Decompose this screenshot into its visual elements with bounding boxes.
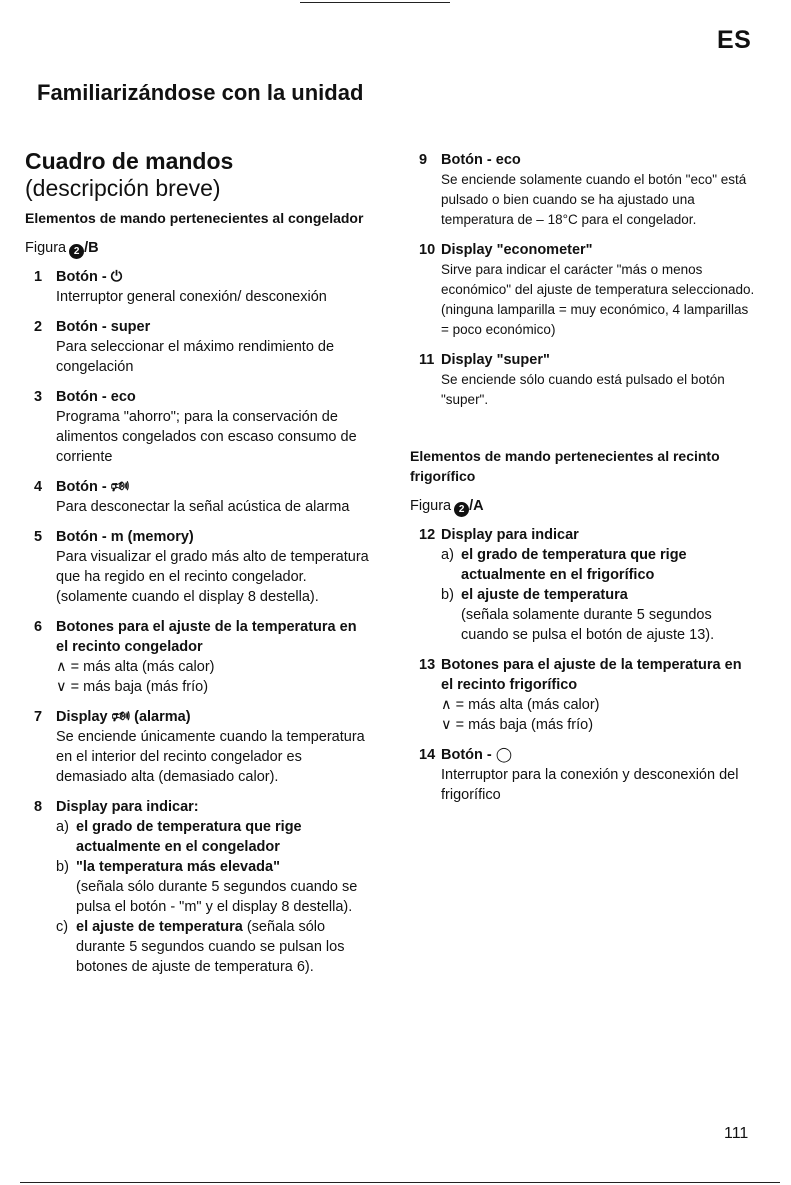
sublist-strong: "la temperatura más elevada"	[76, 859, 280, 875]
list-item	[25, 317, 370, 377]
list-item	[410, 655, 755, 735]
item-line: ∧ = más alta (más calor)	[56, 659, 215, 675]
page-title: Cuadro de mandos	[25, 148, 234, 174]
list-item	[410, 525, 755, 645]
item-number: 6	[34, 619, 43, 635]
item-title: Botón - m (memory)	[56, 529, 194, 545]
item-desc: Se enciende solamente cuando el botón "eco" está pulsado o bien cuando se ha ajustado una temperatura de – 18°C para el congelador.	[441, 172, 747, 227]
item-number: 4	[34, 479, 43, 495]
page-subtitle: (descripción breve)	[25, 175, 221, 201]
sublist	[441, 545, 755, 645]
freezer-subhead: Elementos de mando pertenecientes al congelador	[25, 210, 364, 226]
item-title: Display "econometer"	[441, 242, 593, 258]
item-title: Display "super"	[441, 352, 550, 368]
item-desc: Interruptor general conexión/ desconexión	[56, 289, 327, 305]
language-code: ES	[717, 26, 752, 54]
item-number: 11	[419, 352, 435, 368]
sublist-item	[441, 545, 755, 585]
sublist-key: a)	[56, 819, 69, 835]
sublist-key: a)	[441, 547, 454, 563]
item-desc: Para visualizar el grado más alto de temperatura que ha regido en el recinto congelador. (solamente cuando el display 8 destella).	[56, 549, 369, 605]
item-title: Display para indicar:	[56, 799, 199, 815]
figure-ref	[410, 496, 755, 517]
item-number: 8	[34, 799, 43, 815]
item-number: 13	[419, 657, 436, 673]
item-desc: Sirve para indicar el carácter "más o menos económico" del ajuste de temperatura seleccionado. (ninguna lamparilla = muy económico, 4 lamparillas = poco económico)	[441, 262, 755, 337]
item-number: 9	[419, 152, 428, 168]
item-title: Botones para el ajuste de la temperatura en el recinto frigorífico	[441, 657, 742, 693]
top-rule	[300, 2, 450, 3]
sublist-rest: (señala solamente durante 5 segundos cuando se pulsa el botón de ajuste 13).	[461, 607, 715, 643]
item-desc: Se enciende sólo cuando está pulsado el botón "super".	[441, 372, 725, 407]
item-line: ∨ = más baja (más frío)	[441, 717, 594, 733]
sublist-item	[441, 585, 755, 645]
item-line: ∧ = más alta (más calor)	[441, 697, 600, 713]
item-number: 14	[419, 747, 436, 763]
item-desc: Interruptor para la conexión y desconexión del frigorífico	[441, 767, 739, 803]
item-number: 10	[419, 242, 436, 258]
item-number: 12	[419, 527, 436, 543]
fridge-subhead: Elementos de mando pertenecientes al recinto frigorífico	[410, 448, 720, 484]
section-title: Familiarizándose con la unidad	[37, 80, 364, 105]
item-title: Display para indicar	[441, 527, 579, 543]
sublist-key: b)	[56, 859, 69, 875]
figure-letter: /B	[84, 240, 99, 256]
sublist-rest: (señala sólo durante 5 segundos cuando se pulsa el botón - "m" y el display 8 destella).	[76, 879, 358, 915]
figure-label: Figura	[25, 240, 67, 256]
item-desc: Para seleccionar el máximo rendimiento de congelación	[56, 339, 335, 375]
sublist-rest: (señala sólo durante 5 segundos cuando se pulsan los botones de ajuste de temperatura 6).	[76, 919, 345, 975]
item-line: ∨ = más baja (más frío)	[56, 679, 209, 695]
figure-number-badge: 2	[69, 244, 84, 259]
sublist-item	[56, 817, 370, 857]
sublist-strong: el ajuste de temperatura	[461, 587, 628, 603]
left-column	[25, 148, 370, 987]
sublist-strong: el grado de temperatura que rige actualmente en el frigorífico	[461, 547, 687, 583]
item-title: Botón - eco	[56, 389, 136, 405]
sublist-item	[56, 857, 370, 917]
sublist-strong: el ajuste de temperatura	[76, 919, 243, 935]
sublist-item	[56, 917, 370, 977]
list-item	[25, 387, 370, 467]
list-item	[25, 617, 370, 697]
bottom-rule	[20, 1182, 780, 1183]
list-item	[25, 527, 370, 607]
sublist-key: b)	[441, 587, 454, 603]
item-title: Botón - ◯	[441, 747, 512, 763]
item-desc: Se enciende únicamente cuando la temperatura en el interior del recinto congelador es demasiado alta (demasiado calor).	[56, 729, 365, 785]
item-number: 2	[34, 319, 43, 335]
item-title: Botón - 🕬	[56, 479, 130, 495]
list-item	[25, 267, 370, 307]
figure-number-badge: 2	[454, 502, 469, 517]
item-number: 1	[34, 269, 43, 285]
sublist-key: c)	[56, 919, 69, 935]
item-desc: Programa "ahorro"; para la conservación de alimentos congelados con escaso consumo de corriente	[56, 409, 357, 465]
list-item	[25, 477, 370, 517]
spacer	[410, 420, 755, 446]
list-item	[25, 707, 370, 787]
item-title: Botón - super	[56, 319, 151, 335]
item-number: 3	[34, 389, 43, 405]
item-title: Display 🕬 (alarma)	[56, 709, 191, 725]
page-number: 111	[724, 1125, 749, 1142]
item-title: Botones para el ajuste de la temperatura en el recinto congelador	[56, 619, 357, 655]
figure-letter: /A	[469, 498, 484, 514]
list-item	[25, 797, 370, 977]
figure-label: Figura	[410, 498, 452, 514]
list-item	[410, 240, 755, 340]
figure-ref	[25, 238, 370, 259]
sublist	[56, 817, 370, 977]
item-title: Botón - ⏻	[56, 269, 123, 285]
item-title: Botón - eco	[441, 152, 521, 168]
right-column	[410, 150, 755, 815]
item-number: 7	[34, 709, 43, 725]
item-number: 5	[34, 529, 43, 545]
list-item	[410, 745, 755, 805]
item-desc: Para desconectar la señal acústica de alarma	[56, 499, 350, 515]
list-item	[410, 150, 755, 230]
list-item	[410, 350, 755, 410]
sublist-strong: el grado de temperatura que rige actualmente en el congelador	[76, 819, 302, 855]
